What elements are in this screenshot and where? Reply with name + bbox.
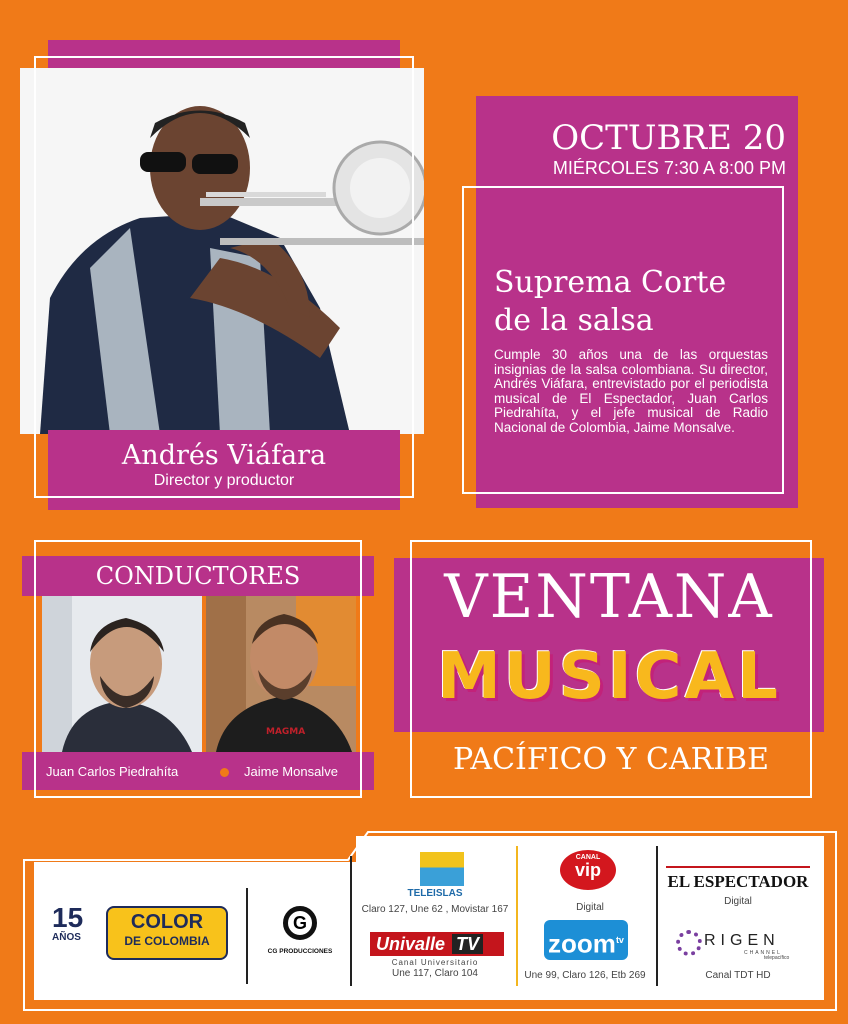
anniversary-word: AÑOS — [52, 932, 81, 943]
univalle-logo — [370, 932, 504, 956]
divider-1 — [246, 888, 248, 984]
hosts-frame — [34, 540, 362, 798]
zoom-tv: tv — [615, 935, 624, 945]
photo-frame — [34, 56, 414, 498]
origen-telepacifico: telepacífico — [764, 955, 790, 961]
event-title — [494, 264, 784, 340]
zoom-channels: Une 99, Claro 126, Etb 269 — [524, 970, 646, 981]
event-frame — [462, 186, 784, 494]
color-logo-line2: DE COLOMBIA — [124, 934, 210, 948]
separator-dot — [220, 768, 229, 777]
vip-sub: Digital — [576, 902, 604, 913]
espectador-logo: EL ESPECTADOR — [667, 872, 809, 891]
event-title-line1: Suprema Corte — [494, 265, 727, 300]
origen-logo: RIGEN — [704, 932, 780, 949]
event-description: Cumple 30 años una de las orquestas insignias de la salsa colombiana. Su director, Andrés Viáfara, entrevistado por el periodista musical de El Espectador, Juan Carlos Piedrahíta, y el jefe musical de Radio Nacional de Colombia, Jaime Monsalve. — [494, 347, 768, 435]
divider-4 — [656, 846, 658, 986]
espectador-sub: Digital — [724, 896, 752, 907]
teleislas-channels: Claro 127, Une 62 , Movistar 167 — [361, 904, 509, 915]
event-time: MIÉRCOLES 7:30 A 8:00 PM — [552, 158, 786, 178]
program-title-musical: MUSICAL — [437, 640, 781, 714]
divider-3 — [516, 846, 518, 986]
hosts-title: CONDUCTORES — [95, 562, 301, 590]
teleislas-icon — [420, 852, 464, 886]
program-subtitle: PACÍFICO Y CARIBE — [453, 742, 769, 777]
event-date: OCTUBRE 20 — [551, 118, 786, 158]
host1-name: Juan Carlos Piedrahíta — [46, 764, 179, 779]
canal-vip-logo — [560, 850, 616, 890]
vip-canal-word: CANAL — [575, 854, 601, 861]
zoom-word: zoom — [548, 928, 616, 959]
univalle-sub: Canal Universitario — [391, 958, 479, 967]
event-title-line2: de la salsa — [494, 303, 654, 338]
featured-role: Director y productor — [153, 472, 295, 489]
cg-logo: G CG PRODUCCIONES — [254, 906, 346, 955]
cg-logo-text: CG PRODUCCIONES — [267, 948, 333, 955]
espectador-rule — [666, 866, 810, 868]
anniversary-logo — [52, 904, 98, 943]
program-title-ventana: VENTANA — [444, 562, 774, 632]
origen-sub: Canal TDT HD — [705, 970, 771, 981]
zoom-logo — [544, 920, 628, 960]
color-de-colombia-logo — [106, 906, 228, 960]
vip-word: vip — [574, 860, 601, 880]
featured-name: Andrés Viáfara — [121, 440, 327, 471]
teleislas-name: TELEISLAS — [407, 888, 463, 899]
anniversary-number: 15 — [52, 902, 84, 933]
origen-icon — [676, 930, 702, 956]
color-logo-line1: COLOR — [130, 911, 204, 933]
divider-2 — [350, 856, 352, 986]
host2-name: Jaime Monsalve — [244, 764, 338, 779]
shirt-print: MAGMA — [266, 727, 306, 737]
univalle-channels: Une 117, Claro 104 — [392, 968, 478, 979]
origen-channel: CHANNEL — [744, 950, 782, 956]
univalle-name: Univalle — [376, 934, 446, 954]
univalle-tv: TV — [452, 934, 483, 954]
